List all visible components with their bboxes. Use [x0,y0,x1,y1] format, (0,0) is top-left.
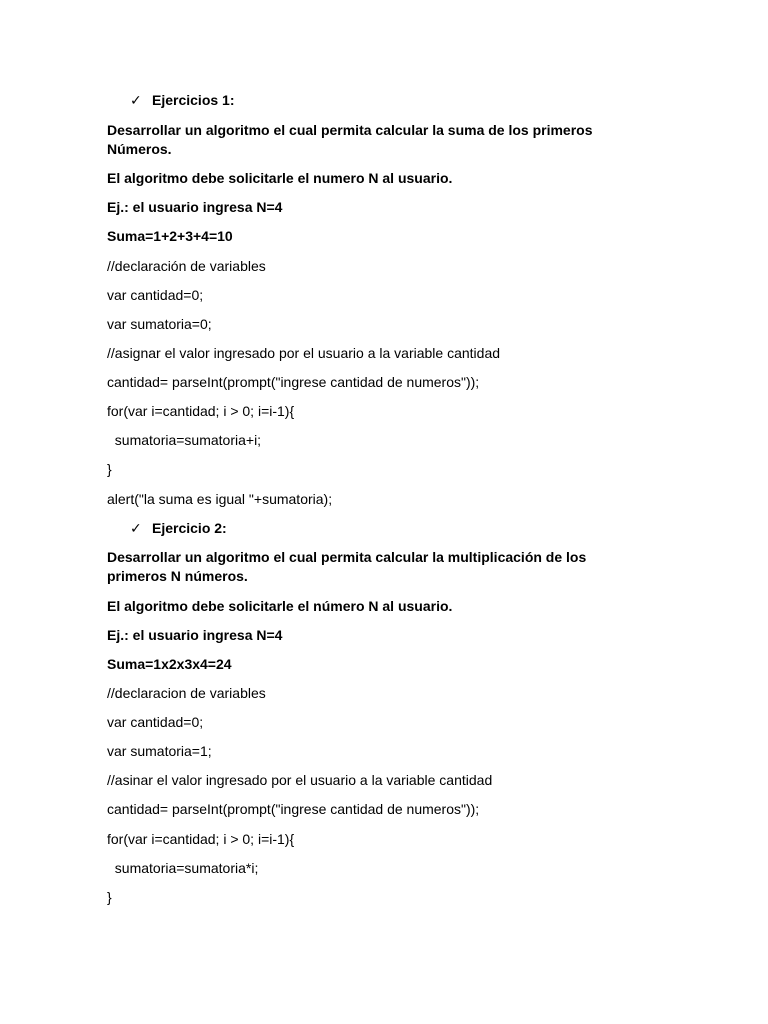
exercise-2-code-line: for(var i=cantidad; i > 0; i=i-1){ [107,831,295,847]
check-icon: ✓ [130,92,142,108]
exercise-2-code-line: var sumatoria=1; [107,743,212,759]
exercise-1-statement-line2: Números. [107,141,172,157]
exercise-1-example: Ej.: el usuario ingresa N=4 [107,199,283,215]
exercise-1-code-line: } [107,461,112,477]
exercise-1-code-line: cantidad= parseInt(prompt("ingrese cantidad de numeros")); [107,374,480,390]
exercise-2-requirement: El algoritmo debe solicitarle el número N al usuario. [107,598,453,614]
exercise-2-result: Suma=1x2x3x4=24 [107,656,232,672]
exercise-1-title: Ejercicios 1: [152,92,235,108]
exercise-1-code-line: var cantidad=0; [107,287,204,303]
exercise-1-code-line: var sumatoria=0; [107,316,212,332]
exercise-1-code-line: for(var i=cantidad; i > 0; i=i-1){ [107,403,295,419]
exercise-2-code-line: cantidad= parseInt(prompt("ingrese cantidad de numeros")); [107,801,480,817]
exercise-1-code-line: //declaración de variables [107,258,266,274]
exercise-2-statement-line1: Desarrollar un algoritmo el cual permita calcular la multiplicación de los [107,549,587,565]
exercise-1-code-line: alert("la suma es igual "+sumatoria); [107,491,333,507]
exercise-2-code-line: var cantidad=0; [107,714,204,730]
check-icon: ✓ [130,520,142,536]
exercise-1-statement-line1: Desarrollar un algoritmo el cual permita calcular la suma de los primeros [107,122,593,138]
exercise-2-title: Ejercicio 2: [152,520,227,536]
exercise-2-statement-line2: primeros N números. [107,568,248,584]
exercise-1-requirement: El algoritmo debe solicitarle el numero N al usuario. [107,170,453,186]
exercise-2-code-line: //declaracion de variables [107,685,266,701]
exercise-1-code-line: //asignar el valor ingresado por el usuario a la variable cantidad [107,345,501,361]
exercise-2-example: Ej.: el usuario ingresa N=4 [107,627,283,643]
exercise-2-code-line: //asinar el valor ingresado por el usuario a la variable cantidad [107,772,493,788]
exercise-1-heading [130,91,235,110]
exercise-2-code-line: sumatoria=sumatoria*i; [107,860,259,876]
exercise-1-result: Suma=1+2+3+4=10 [107,228,233,244]
exercise-1-code-line: sumatoria=sumatoria+i; [107,432,262,448]
exercise-2-heading [130,519,227,538]
exercise-2-code-line: } [107,889,112,905]
